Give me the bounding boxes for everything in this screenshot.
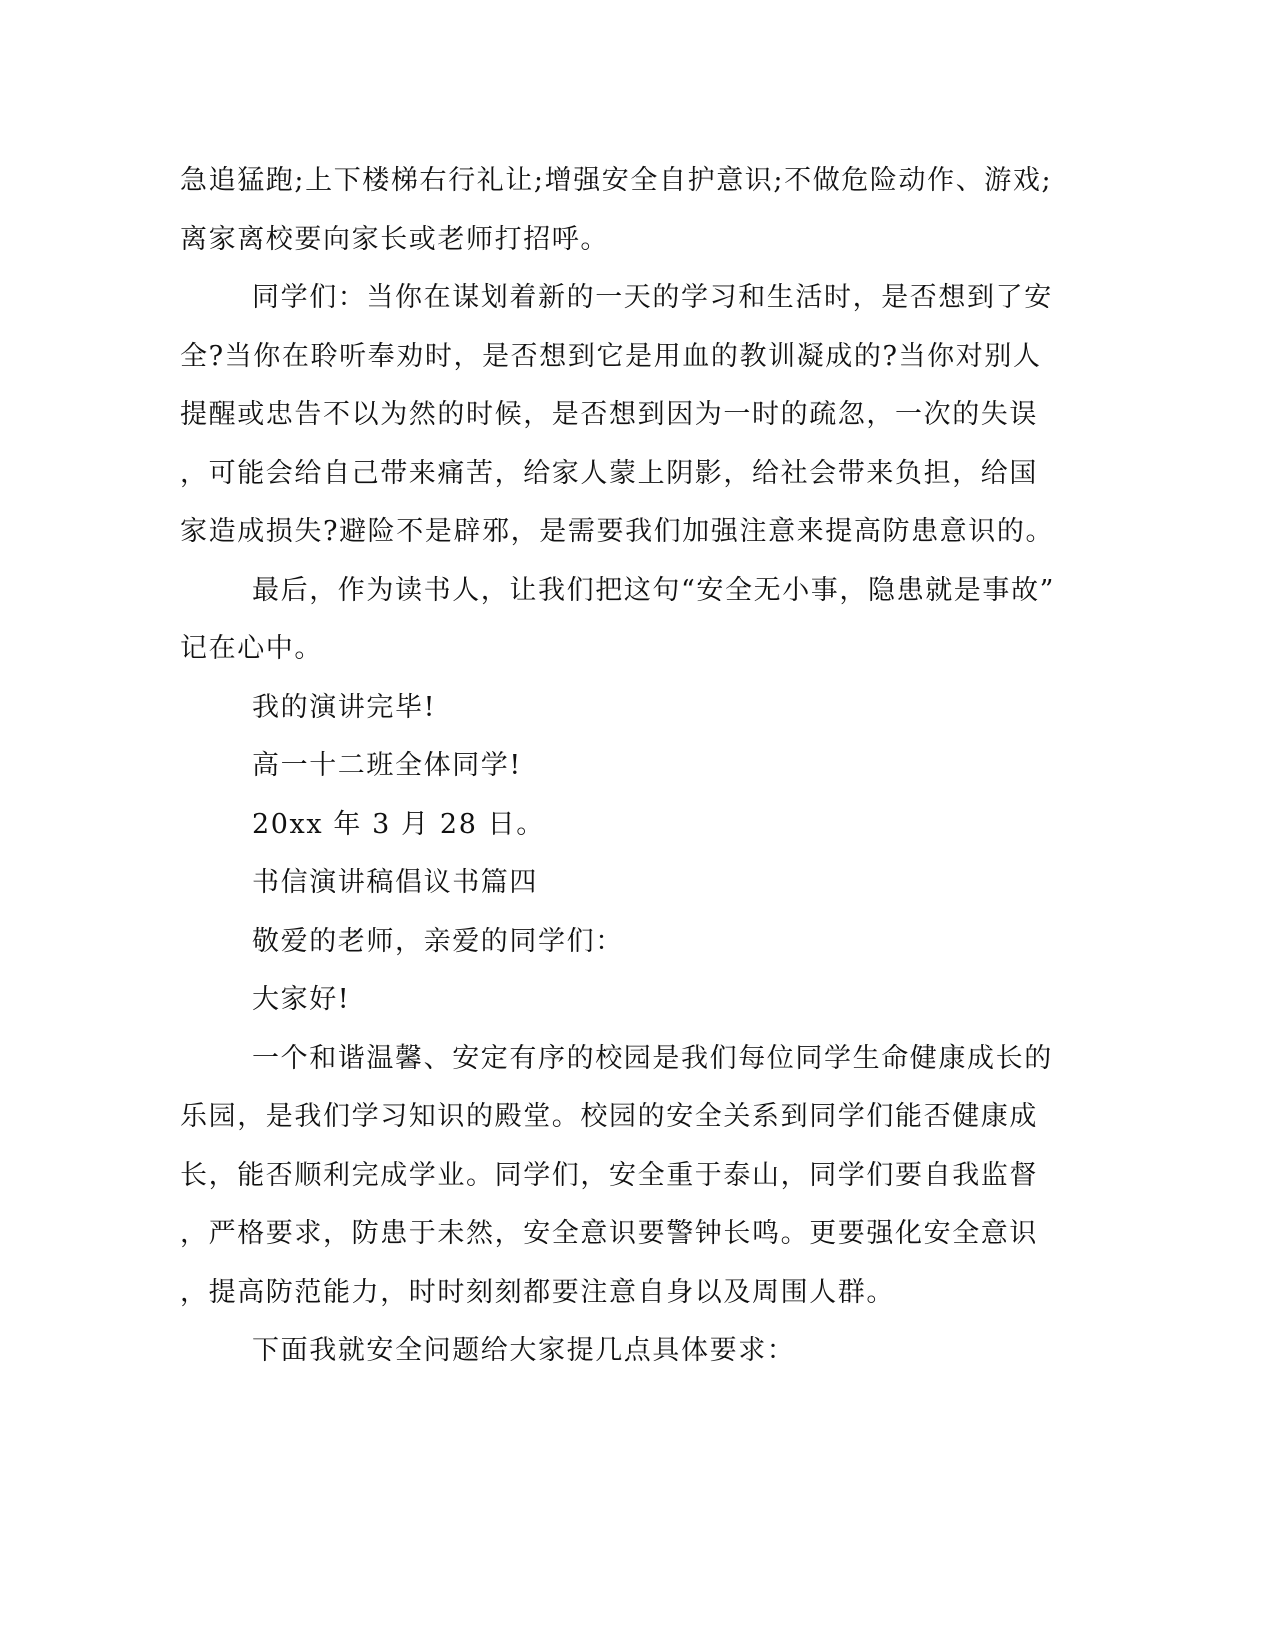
closing-statement: 我的演讲完毕!: [252, 691, 437, 723]
text-line: 离家离校要向家长或老师打招呼。: [180, 223, 609, 255]
text-line: 记在心中。: [180, 633, 323, 664]
text-line: 长，能否顺利完成学业。同学们，安全重于泰山，同学们要自我监督: [180, 1159, 1038, 1191]
text-line: 家造成损失?避险不是辟邪，是需要我们加强注意来提高防患意识的。: [180, 516, 1055, 547]
greeting: 大家好!: [252, 984, 351, 1015]
text-line: ，可能会给自己带来痛苦，给家人蒙上阴影，给社会带来负担，给国: [180, 457, 1038, 489]
paragraph-start: 最后，作为读书人，让我们把这句“安全无小事，隐患就是事故”: [252, 574, 1056, 606]
signature: 高一十二班全体同学!: [252, 750, 522, 781]
text-line: 乐园，是我们学习知识的殿堂。校园的安全关系到同学们能否健康成: [180, 1101, 1038, 1132]
section-title: 书信演讲稿倡议书篇四: [252, 867, 538, 898]
document-body: [180, 152, 1056, 1381]
salutation: 敬爱的老师，亲爱的同学们：: [252, 925, 624, 957]
paragraph-start: 一个和谐温馨、安定有序的校园是我们每位同学生命健康成长的: [252, 1042, 1053, 1074]
text-line: ，提高防范能力，时时刻刻都要注意自身以及周围人群。: [180, 1276, 895, 1308]
text-line: 提醒或忠告不以为然的时候，是否想到因为一时的疏忽，一次的失误: [180, 399, 1038, 430]
paragraph-start: 下面我就安全问题给大家提几点具体要求：: [252, 1335, 796, 1366]
text-line: 全?当你在聆听奉劝时，是否想到它是用血的教训凝成的?当你对别人: [180, 340, 1042, 372]
text-line: 急追猛跑;上下楼梯右行礼让;增强安全自护意识;不做危险动作、游戏;: [180, 165, 1053, 196]
text-line: ，严格要求，防患于未然，安全意识要警钟长鸣。更要强化安全意识: [180, 1218, 1038, 1249]
paragraph-start: 同学们：当你在谋划着新的一天的学习和生活时，是否想到了安: [252, 282, 1053, 313]
date-line: 20xx 年 3 月 28 日。: [252, 808, 545, 840]
